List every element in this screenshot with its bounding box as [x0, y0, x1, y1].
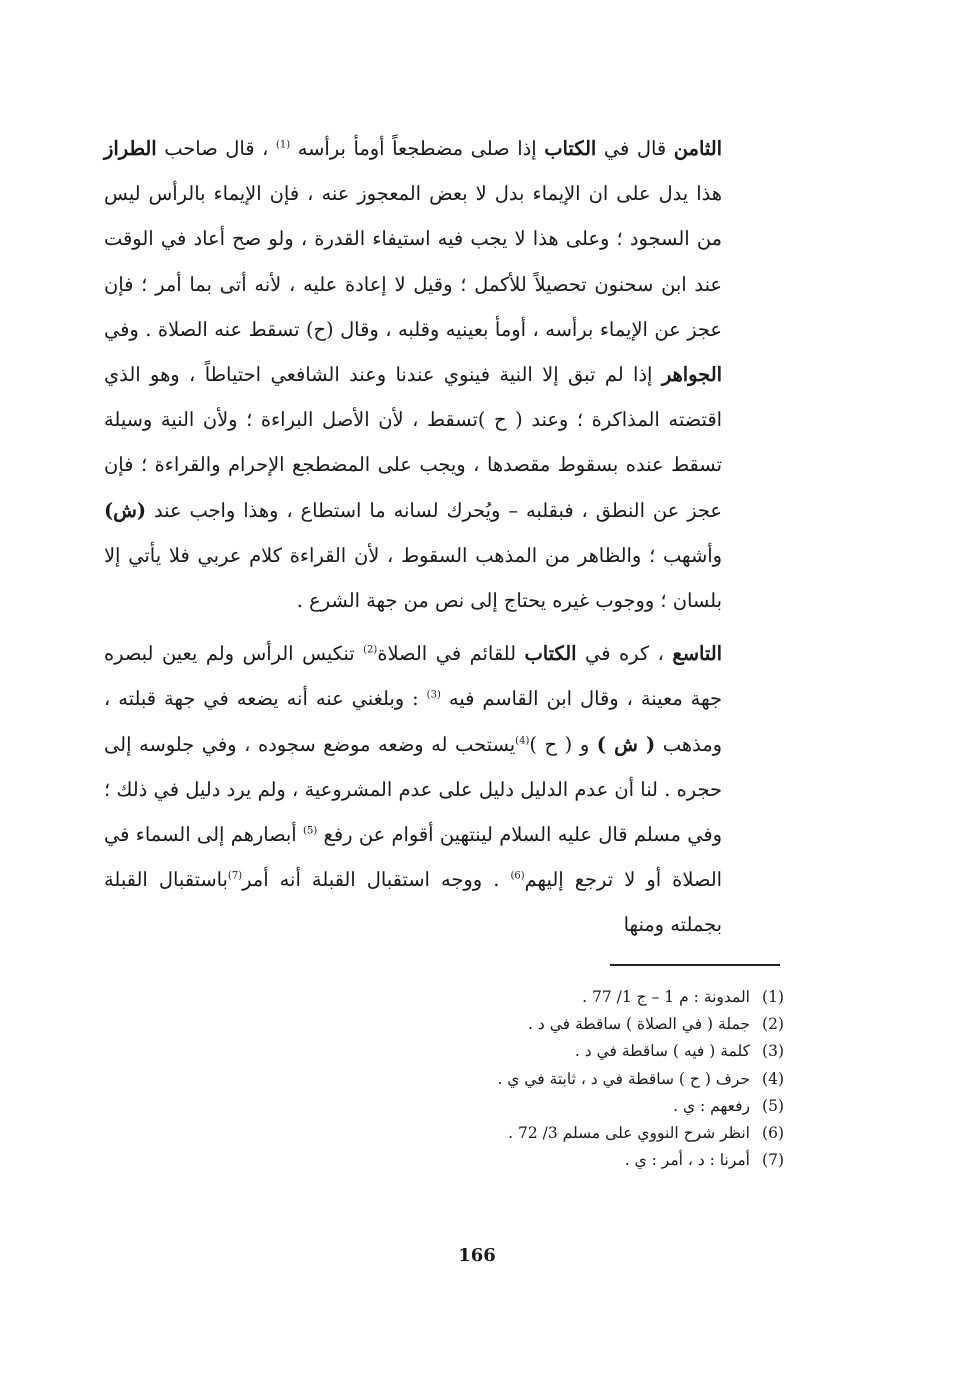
page-number: 166	[458, 1245, 496, 1266]
footnote-text: كلمة ( فيه ) ساقطة في د .	[574, 1042, 750, 1061]
footnote-marker: (7)	[227, 870, 243, 882]
footnote	[380, 1093, 784, 1120]
text-run: أبصارهم إلى السماء في الصلاة أو لا ترجع إليهم	[104, 823, 723, 892]
footnote-text: رفعهم : ي .	[673, 1096, 750, 1115]
text-run: وأشهب ؛ والظاهر من المذهب السقوط ، لأن القراءة كلام عربي فلا يأتي إلا بلسان ؛ ووجوب غيره يحتاج إلى نص من جهة الشرع .	[104, 543, 722, 613]
bold-term: الطراز	[104, 137, 157, 160]
footnote-number: (3)	[762, 1042, 784, 1061]
text-run: للقائم في الصلاة	[377, 642, 525, 666]
bold-term: الجواهر	[661, 363, 722, 387]
bold-term: الكتاب	[524, 642, 577, 666]
text-run: يستحب له وضعه موضع سجوده ، وفي جلوسه إلى حجره . لنا أن عدم الدليل دليل على عدم المشروعية ، ولم يرد دليل في ذلك ؛ وفي مسلم قال عليه السلام لينتهين أقوام عن رفع	[104, 732, 722, 847]
text-run: قال في	[596, 137, 674, 160]
footnote-number: (4)	[762, 1069, 784, 1088]
footnote-marker: (1)	[275, 139, 291, 151]
footnote	[380, 1147, 784, 1174]
bold-term: التاسع	[672, 642, 723, 666]
footnote-marker: (2)	[363, 644, 378, 656]
footnote-text: انظر شرح النووي على مسلم 3/ 72 .	[508, 1124, 750, 1143]
bold-term: (ش)	[104, 498, 147, 522]
paragraph	[104, 126, 722, 623]
footnote-number: (2)	[762, 1015, 784, 1034]
footnote-marker: (6)	[510, 870, 525, 882]
footnote	[380, 1120, 784, 1147]
footnote-text: أمرنا : د ، أمر : ي .	[624, 1151, 750, 1170]
footnote	[380, 1038, 784, 1065]
footnote-marker: (3)	[426, 689, 441, 701]
footnote	[380, 984, 784, 1011]
bold-term: ( ش )	[596, 732, 656, 756]
text-run: : وبلغني عنه أنه يضعه في جهة قبلته ، ومذهب	[104, 687, 723, 756]
text-run: . ووجه استقبال القبلة أنه أمر	[242, 868, 511, 892]
text-run: ، قال صاحب	[156, 137, 276, 160]
footnote-number: (1)	[762, 988, 784, 1006]
footnote-number: (7)	[762, 1151, 784, 1170]
footnote	[380, 1011, 784, 1038]
text-run: و ( ح )	[529, 732, 597, 756]
footnote-text: جملة ( في الصلاة ) ساقطة في د .	[528, 1015, 750, 1034]
text-run: تنكيس الرأس ولم يعين لبصره جهة معينة ، وقال ابن القاسم فيه	[104, 642, 723, 711]
bold-term: الثامن	[673, 137, 722, 160]
paragraph	[104, 631, 722, 947]
footnote-text: حرف ( ح ) ساقطة في د ، ثابتة في ي .	[497, 1069, 750, 1088]
footnote-number: (5)	[762, 1096, 784, 1115]
text-run: إذا لم تبق إلا النية فينوي عندنا وعند الشافعي احتياطاً ، وهو الذي اقتضته المذاكرة ؛ وعند ( ح )تسقط ، لأن الأصل البراءة ؛ ولأن النية وسيلة تسقط عنده بسقوط مقصدها ، ويجب على المضطجع الإحرام والقراءة ؛ فإن عجز عن النطق ، فبقلبه – ويُحرك لسانه ما استطاع ، وهذا واجب عند	[104, 363, 722, 522]
footnote	[380, 1066, 784, 1093]
main-text	[104, 126, 722, 948]
footnote-text: المدونة : م 1 – ج 1/ 77 .	[582, 988, 750, 1006]
footnote-marker: (5)	[303, 825, 318, 837]
text-run: ، كره في	[576, 642, 673, 666]
footnotes	[380, 984, 784, 1174]
footnote-marker: (4)	[515, 735, 530, 747]
bold-term: الكتاب	[544, 137, 597, 160]
text-run: إذا صلى مضطجعاً أومأ برأسه	[290, 137, 545, 160]
footnote-number: (6)	[762, 1124, 784, 1143]
footnote-separator	[610, 964, 780, 966]
text-run: هذا يدل على ان الإيماء بدل لا بعض المعجوز عنه ، فإن الإيماء بالرأس ليس من السجود ؛ وعلى هذا لا يجب فيه استيفاء القدرة ، ولو صح أعاد في الوقت عند ابن سحنون تحصيلاً للأكمل ؛ وقيل لا إعادة عليه ، لأنه أتى بما أمر ؛ فإن عجز عن الإيماء برأسه ، أومأ بعينيه وقلبه ، وقال (ح) تسقط عنه الصلاة . وفي	[104, 182, 722, 341]
text-run: باستقبال القبلة بجملته ومنها	[104, 868, 722, 937]
